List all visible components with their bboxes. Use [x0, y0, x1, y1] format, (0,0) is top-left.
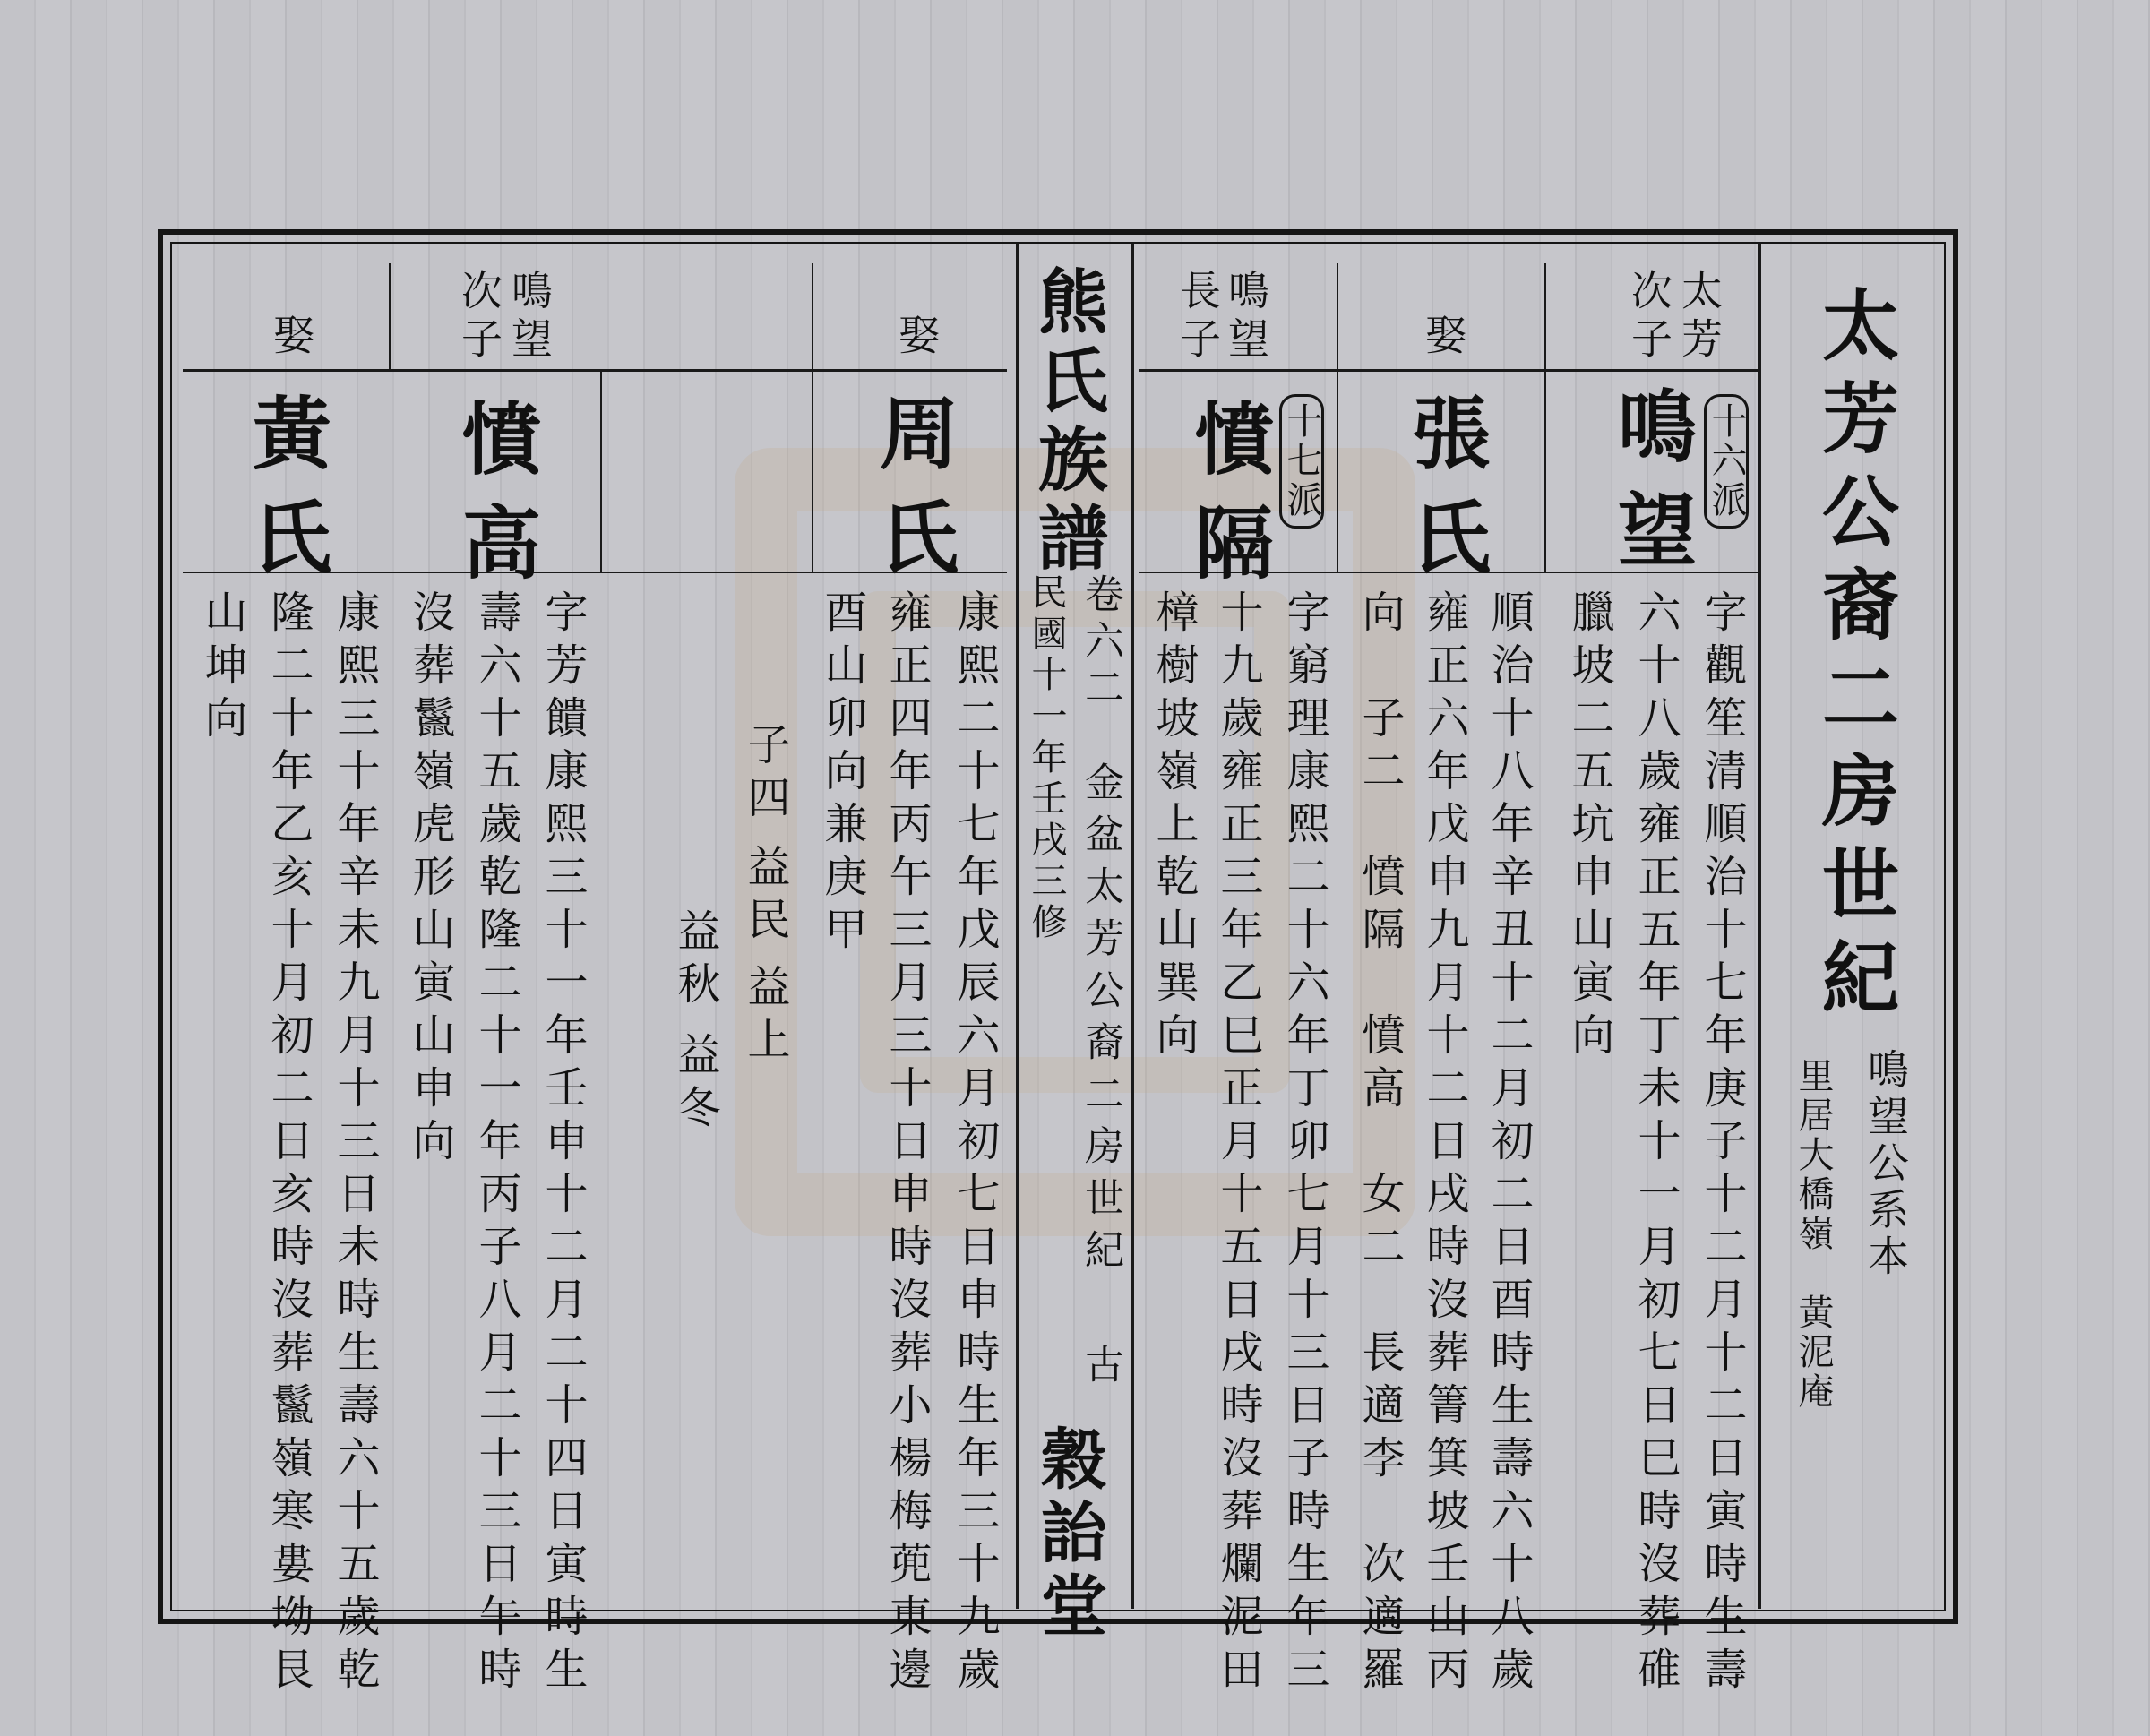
- col4-bio-3: 酉山卯向兼庚甲: [817, 589, 867, 959]
- name-divider-right: [1544, 369, 1546, 572]
- col3-relation-a: 鳴望: [1222, 269, 1270, 365]
- col2-name: 張氏: [1399, 392, 1492, 600]
- col5-bio-2: 壽六十五歲乾隆二十一年丙子八月二十三日午時: [471, 589, 521, 1699]
- name-divider-left2: [812, 369, 813, 572]
- revision-note: 民國十一年壬戌三修: [1026, 573, 1067, 944]
- volume-label: 卷六二: [1078, 573, 1123, 713]
- col3-bio-3: 樟樹坡嶺上乾山巽向: [1148, 589, 1199, 1065]
- col1-relation-b: 次子: [1625, 269, 1673, 365]
- content-line: 金盆太芳公裔二房世紀: [1078, 761, 1123, 1281]
- col3-bio-1: 字窮理康熙二十六年丁卯七月十三日子時生年三: [1279, 589, 1329, 1699]
- hall-name: 穀詒堂: [1030, 1424, 1107, 1645]
- col5-bio-3: 沒葬鬣嶺虎形山寅山申向: [405, 589, 455, 1171]
- header-divider-4: [389, 263, 391, 369]
- col5-bio-1: 字芳饋康熙三十一年壬申十二月二十四日寅時生: [538, 589, 588, 1699]
- book-name: 熊氏族譜: [1027, 265, 1108, 580]
- col4-son-2: 益上: [740, 964, 790, 1070]
- col5-relation-b: 次子: [455, 269, 503, 365]
- col4-name: 周氏: [867, 392, 960, 600]
- center-band-left: [1016, 244, 1019, 1609]
- col4-son-1: 益民: [740, 844, 790, 950]
- col4-bio-2: 雍正四年丙午三月三十日申時沒葬小楊梅蔸東邊: [882, 589, 932, 1699]
- col6-bio-1: 康熙三十年辛未九月十三日未時生壽六十五歲乾: [330, 589, 380, 1699]
- lineage-subtitle: 鳴望公系本: [1862, 1048, 1910, 1281]
- col1-name: 鳴望: [1605, 385, 1698, 593]
- col1-bio-3: 臘坡二五坑申山寅向: [1564, 589, 1614, 1065]
- header-divider-1: [1544, 263, 1546, 369]
- left-header-line: [183, 369, 1007, 372]
- name-divider-left: [600, 369, 602, 572]
- col5-relation-a: 鳴望: [505, 269, 554, 365]
- col4-son-3: 益秋: [670, 908, 720, 1014]
- header-divider-2: [1337, 263, 1338, 369]
- col5-name: 憤高: [450, 398, 543, 606]
- col3-name: 憤隔: [1182, 398, 1276, 606]
- col1-generation-badge: 十六派: [1704, 394, 1749, 529]
- col3-bio-2: 十九歲雍正三年乙巳正月十五日戌時沒葬爛泥田: [1213, 589, 1263, 1699]
- col4-sons-label: 子四: [740, 722, 790, 828]
- col2-bio-3: 向 子二 憤隔 憤高 女二 長適李 次適羅: [1354, 589, 1405, 1699]
- right-header-line: [1140, 369, 1758, 372]
- col6-bio-3: 山坤向: [197, 589, 247, 748]
- col6-relation: 娶: [267, 314, 315, 362]
- col2-bio-2: 雍正六年戊申九月十二日戌時沒葬箐箕坡壬山丙: [1419, 589, 1469, 1699]
- col4-son-4: 益冬: [670, 1032, 720, 1138]
- col4-bio-1: 康熙二十七年戊辰六月初七日申時生年三十九歲: [950, 589, 1000, 1699]
- col1-bio-2: 六十八歲雍正五年丁未十一月初七日巳時沒葬碓: [1630, 589, 1681, 1699]
- residence-line: 里居大橋嶺 黃泥庵: [1793, 1057, 1834, 1412]
- page-number: 古: [1078, 1344, 1123, 1393]
- col2-bio-1: 順治十八年辛丑十二月初二日酉時生壽六十八歲: [1484, 589, 1534, 1699]
- page-title: 太芳公裔二房世紀: [1809, 285, 1899, 1030]
- col1-bio-1: 字觀笙清順治十七年庚子十二月十二日寅時生壽: [1697, 589, 1747, 1699]
- col6-name: 黃氏: [240, 392, 333, 600]
- col6-bio-2: 隆二十年乙亥十月初二日亥時沒葬鬣嶺寒婁坳艮: [263, 589, 314, 1699]
- col3-generation-badge: 十七派: [1279, 394, 1324, 529]
- header-divider-3: [812, 263, 813, 369]
- title-divider: [1758, 244, 1761, 1609]
- col2-relation: 娶: [1419, 314, 1467, 362]
- col1-relation-a: 太芳: [1675, 269, 1724, 365]
- center-band-right: [1131, 244, 1134, 1609]
- col3-relation-b: 長子: [1174, 269, 1222, 365]
- col4-relation: 娶: [892, 314, 941, 362]
- name-divider-right2: [1337, 369, 1338, 572]
